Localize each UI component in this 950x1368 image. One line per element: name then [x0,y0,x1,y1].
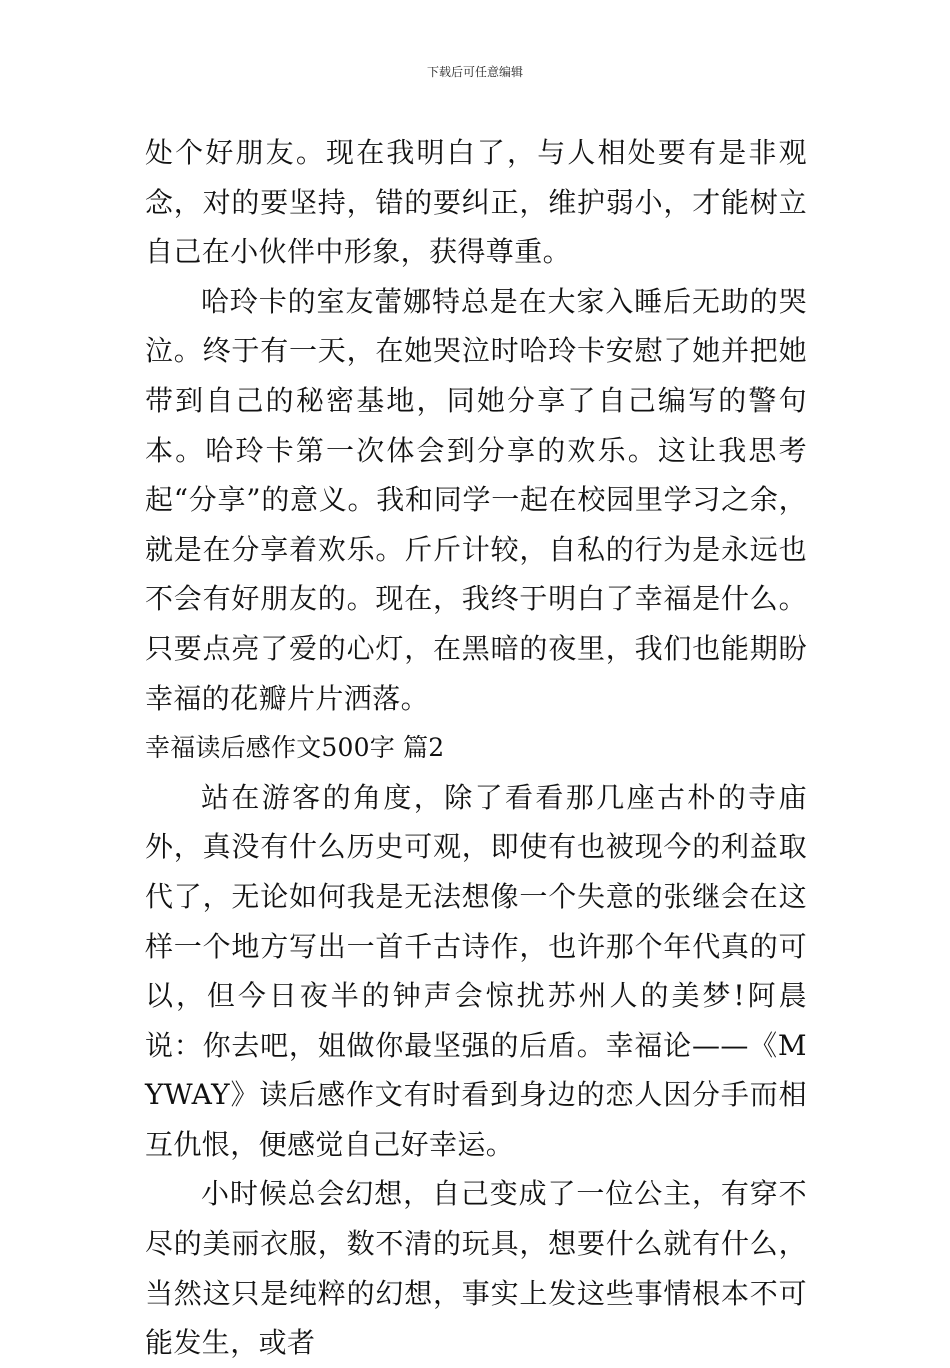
document-body [145,128,807,1368]
section-heading: 幸福读后感作文500字 篇2 [145,733,445,763]
paragraph-2: 哈玲卡的室友蕾娜特总是在大家入睡后无助的哭泣。终于有一天，在她哭泣时哈玲卡安慰了她并把她带到自己的秘密基地，同她分享了自己编写的警句本。哈玲卡第一次体会到分享的欢乐。这让我思考起“分享”的意义。我和同学一起在校园里学习之余，就是在分享着欢乐。斤斤计较，自私的行为是永远也不会有好朋友的。现在，我终于明白了幸福是什么。只要点亮了爱的心灯，在黑暗的夜里，我们也能期盼幸福的花瓣片片洒落。 [145,284,807,715]
paragraph-1: 处个好朋友。现在我明白了，与人相处要有是非观念，对的要坚持，错的要纠正，维护弱小，才能树立自己在小伙伴中形象，获得尊重。 [145,136,807,269]
paragraph-4: 小时候总会幻想，自己变成了一位公主，有穿不尽的美丽衣服，数不清的玩具，想要什么就有什么，当然这只是纯粹的幻想，事实上发这些事情根本不可能发生，或者 [145,1177,807,1360]
paragraph-3: 站在游客的角度，除了看看那几座古朴的寺庙外，真没有什么历史可观，即使有也被现今的利益取代了，无论如何我是无法想像一个失意的张继会在这样一个地方写出一首千古诗作，也许那个年代真的可以，但今日夜半的钟声会惊扰苏州人的美梦!阿晨说：你去吧，姐做你最坚强的后盾。幸福论——《MYWAY》读后感作文有时看到身边的恋人因分手而相互仇恨，便感觉自己好幸运。 [145,780,807,1161]
header-note: 下载后可任意编辑 [426,65,523,79]
